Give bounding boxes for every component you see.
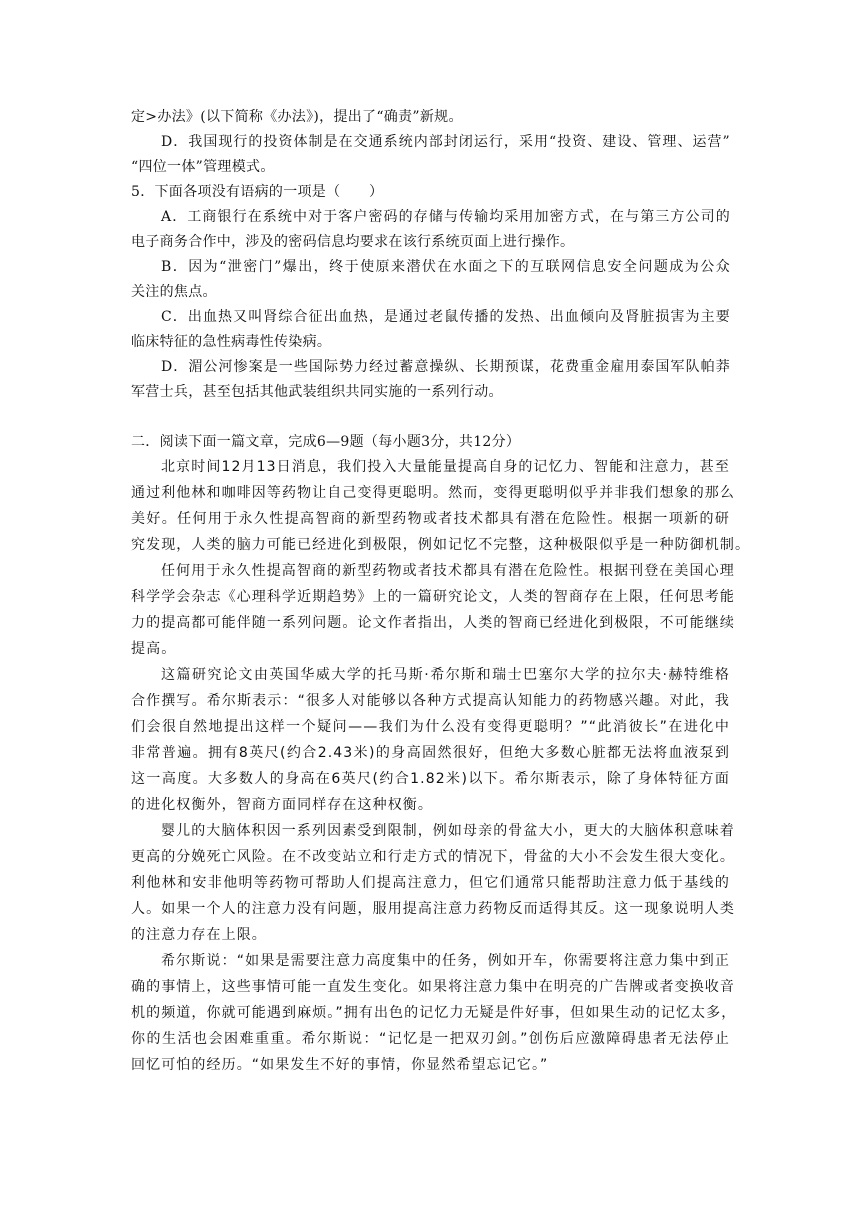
text-line: 这一高度。大多数人的身高在6英尺(约合1.82米)以下。希尔斯表示，除了身体特征方面	[131, 771, 730, 787]
text-line: 美好。任何用于永久性提高智商的新型药物或者技术都具有潜在危险性。根据一项新的研	[131, 511, 730, 527]
text-line: 定>办法》(以下简称《办法》)，提出了“确责”新规。	[131, 109, 463, 125]
text-line: 你的生活也会困难重重。希尔斯说：“记忆是一把双刃剑。”创伤后应激障碍患者无法停止	[131, 1031, 730, 1047]
text-line: 科学学会杂志《心理科学近期趋势》上的一篇研究论文，人类的智商存在上限，任何思考能	[131, 589, 735, 605]
text-line: 合作撰写。希尔斯表示：“很多人对能够以各种方式提高认知能力的药物感兴趣。对此，我	[131, 693, 730, 709]
text-line: 这篇研究论文由英国华威大学的托马斯·希尔斯和瑞士巴塞尔大学的拉尔夫·赫特维格	[161, 667, 730, 683]
text-line: 临床特征的急性病毒性传染病。	[131, 334, 332, 350]
text-line: 希尔斯说：“如果是需要注意力高度集中的任务，例如开车，你需要将注意力集中到正	[161, 953, 730, 969]
text-line: 通过利他林和咖啡因等药物让自己变得更聪明。然而，变得更聪明似乎并非我们想象的那么	[131, 485, 735, 501]
text-line: 二．阅读下面一篇文章，完成6—9题（每小题3分，共12分）	[131, 434, 521, 450]
text-line: 北京时间12月13日消息，我们投入大量能量提高自身的记忆力、智能和注意力，甚至	[161, 459, 730, 475]
text-line: D．湄公河惨案是一些国际势力经过蓄意操纵、长期预谋，花费重金雇用泰国军队帕莽	[161, 359, 730, 375]
text-line: B．因为“泄密门”爆出，终于使原来潜伏在水面之下的互联网信息安全问题成为公众	[161, 259, 730, 275]
text-line: 确的事情上，这些事情可能一直发生变化。如果将注意力集中在明亮的广告牌或者变换收音	[131, 979, 735, 995]
text-line: 提高。	[131, 641, 177, 657]
text-line: 关注的焦点。	[131, 284, 217, 300]
text-line: 利他林和安非他明等药物可帮助人们提高注意力，但它们通常只能帮助注意力低于基线的	[131, 875, 730, 891]
text-line: 回忆可怕的经历。“如果发生不好的事情，你显然希望忘记它。”	[131, 1057, 549, 1073]
text-line: 更高的分娩死亡风险。在不改变站立和行走方式的情况下，骨盆的大小不会发生很大变化。	[131, 849, 735, 865]
text-line: 婴儿的大脑体积因一系列因素受到限制，例如母亲的骨盆大小，更大的大脑体积意味着	[161, 823, 735, 839]
text-line: 电子商务合作中，涉及的密码信息均要求在该行系统页面上进行操作。	[131, 234, 575, 250]
text-line: 的注意力存在上限。	[131, 927, 267, 943]
text-line: 力的提高都可能伴随一系列问题。论文作者指出，人类的智商已经进化到极限，不可能继续	[131, 615, 735, 631]
text-line: 机的频道，你就可能遇到麻烦。”拥有出色的记忆力无疑是件好事，但如果生动的记忆太多，	[131, 1005, 737, 1021]
text-line: 军营士兵，甚至包括其他武装组织共同实施的一系列行动。	[131, 384, 503, 400]
text-line: 们会很自然地提出这样一个疑问——我们为什么没有变得更聪明？”“此消彼长”在进化中	[131, 719, 730, 735]
text-line: D．我国现行的投资体制是在交通系统内部封闭运行，采用“投资、建设、管理、运营”	[161, 134, 730, 150]
text-line: C．出血热又叫肾综合征出血热，是通过老鼠传播的发热、出血倾向及肾脏损害为主要	[161, 309, 730, 325]
text-line: 任何用于永久性提高智商的新型药物或者技术都具有潜在危险性。根据刊登在美国心理	[161, 563, 735, 579]
text-line: A．工商银行在系统中对于客户密码的存储与传输均采用加密方式，在与第三方公司的	[161, 209, 730, 225]
text-line: 非常普遍。拥有8英尺(约合2.43米)的身高固然很好，但绝大多数心脏都无法将血液泵到	[131, 745, 730, 761]
text-line: 究发现，人类的脑力可能已经进化到极限，例如记忆不完整，这种极限似乎是一种防御机制。	[131, 537, 751, 553]
text-line: “四位一体”管理模式。	[131, 159, 275, 175]
text-line: 的进化权衡外，智商方面同样存在这种权衡。	[131, 797, 433, 813]
text-line: 5．下面各项没有语病的一项是（ ）	[131, 184, 384, 200]
text-line: 人。如果一个人的注意力没有问题，服用提高注意力药物反而适得其反。这一现象说明人类	[131, 901, 735, 917]
